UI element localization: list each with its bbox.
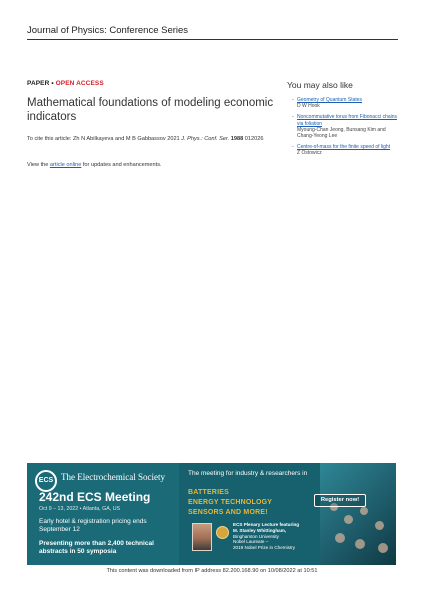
register-now-button[interactable]: Register now! bbox=[314, 494, 366, 507]
lecture-line: Nobel Laureate – bbox=[233, 539, 269, 545]
ad-tagline: The meeting for industry & researchers in bbox=[188, 470, 308, 477]
citation-volume: 1988 bbox=[230, 136, 244, 142]
citation-article-number: 012026 bbox=[243, 136, 264, 142]
view-suffix: for updates and enhancements. bbox=[81, 162, 162, 168]
citation-journal: J. Phys.: Conf. Ser. bbox=[181, 136, 230, 142]
related-item-authors: Myoung-Chan Jeong, Bunsang Kim and Chang-Yeong Lee bbox=[297, 126, 386, 140]
related-item bbox=[287, 114, 399, 139]
society-name: The Electrochemical Society bbox=[61, 472, 165, 482]
related-item bbox=[287, 97, 399, 109]
topic-item: SENSORS AND MORE! bbox=[188, 509, 268, 516]
lecture-line: Binghamton University bbox=[233, 533, 279, 539]
meeting-dates: Oct 9 – 13, 2022 • Atlanta, GA, US bbox=[39, 506, 121, 512]
speaker-portrait bbox=[192, 523, 212, 551]
related-list bbox=[287, 97, 399, 157]
ecs-advertisement-banner[interactable] bbox=[27, 463, 396, 565]
citation-prefix: To cite this article: Zh N Abilkayeva and M B Gabbassov 2021 bbox=[27, 136, 182, 142]
article-title: Mathematical foundations of modeling economic indicators bbox=[27, 97, 274, 123]
download-footer: This content was downloaded from IP address 82.200.168.90 on 10/08/2022 at 10:51 bbox=[106, 568, 318, 574]
lecture-line: 2019 Nobel Prize in Chemistry bbox=[233, 545, 296, 551]
related-item bbox=[287, 144, 399, 156]
view-prefix: View the bbox=[27, 162, 50, 168]
topics-list bbox=[188, 488, 272, 518]
related-item-authors: Z Ostowicz bbox=[297, 150, 322, 157]
journal-header bbox=[27, 25, 398, 40]
related-item-title-link[interactable]: - Geometry of Quantum States bbox=[297, 97, 363, 103]
early-pricing-note: Early hotel & registration pricing ends September 12 bbox=[39, 518, 147, 533]
plenary-lecture-info bbox=[233, 522, 323, 551]
meeting-title: 242nd ECS Meeting bbox=[39, 490, 151, 504]
related-articles bbox=[287, 80, 399, 162]
lecture-line: M. Stanley Whittingham, bbox=[233, 527, 287, 533]
paper-type-label: PAPER bbox=[27, 80, 50, 87]
journal-name: Journal of Physics: Conference Series bbox=[27, 25, 189, 36]
article-kicker bbox=[27, 80, 277, 87]
related-item-title-link[interactable]: - Centre-of-mass for the finite speed of light bbox=[297, 144, 391, 151]
related-item-authors: D W Hook bbox=[297, 103, 320, 110]
topic-item: BATTERIES bbox=[188, 489, 229, 496]
topic-item: ENERGY TECHNOLOGY bbox=[188, 499, 273, 506]
ad-right-panel bbox=[182, 463, 396, 565]
audience-photo bbox=[320, 463, 396, 565]
citation bbox=[27, 135, 277, 143]
view-online-note bbox=[27, 162, 277, 168]
ecs-logo-icon: ECS bbox=[35, 470, 57, 492]
article-main bbox=[27, 80, 277, 168]
abstracts-note: Presenting more than 2,400 technical abstracts in 50 symposia bbox=[39, 540, 154, 555]
lecture-line: ECS Plenary Lecture featuring bbox=[233, 522, 300, 527]
related-heading: You may also like bbox=[287, 80, 353, 90]
nobel-medal-icon bbox=[216, 526, 229, 539]
open-access-badge: OPEN ACCESS bbox=[55, 80, 104, 87]
kicker-separator: • bbox=[49, 80, 56, 87]
ad-left-panel bbox=[27, 463, 179, 565]
related-item-title-link[interactable]: - Noncommutative torus from Fibonacci chains via foliation bbox=[297, 114, 398, 127]
article-online-link[interactable]: article online bbox=[49, 162, 82, 168]
